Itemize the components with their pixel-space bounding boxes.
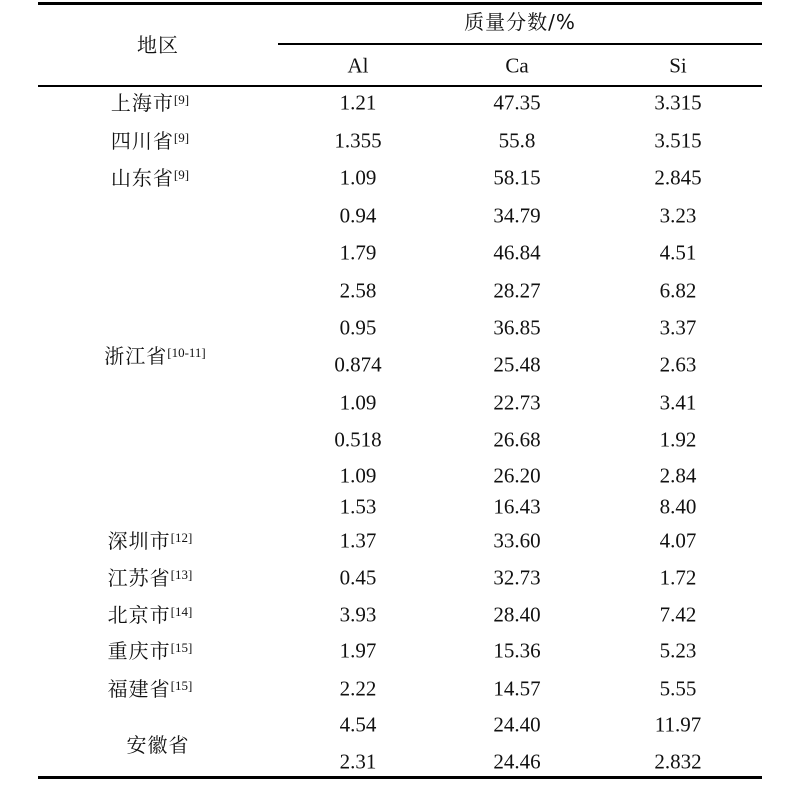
region-label [108,531,193,551]
cell-al-row-9: 1.09 [339,390,377,415]
region-label [127,735,190,755]
cell-al-row-4: 0.94 [339,203,377,228]
cell-al-row-8: 0.874 [334,352,382,377]
cell-si-row-4: 3.23 [659,203,697,228]
region-label [108,679,193,699]
cell-ca-row-14: 32.73 [493,565,541,590]
cell-si-row-11: 2.84 [659,463,697,488]
region-label [104,346,206,366]
reference-superscript: [14] [170,604,193,619]
cell-ca-row-3: 58.15 [493,165,541,190]
region-label [111,131,189,151]
region-label [111,168,189,188]
region-name: 重庆市 [107,639,171,663]
cell-si-row-8: 2.63 [659,352,697,377]
region-name: 四川省 [110,129,174,153]
reference-superscript: [9] [173,167,190,182]
region-name: 安徽省 [126,733,190,757]
cell-ca-row-11: 26.20 [493,463,541,488]
region-name: 山东省 [110,166,174,190]
cell-si-row-2: 3.515 [654,128,702,153]
cell-ca-row-13: 33.60 [493,528,541,553]
cell-si-row-10: 1.92 [659,427,697,452]
reference-superscript: [9] [173,130,190,145]
region-name: 福建省 [107,677,171,701]
cell-si-row-14: 1.72 [659,565,697,590]
cell-ca-row-15: 28.40 [493,602,541,627]
header-ca: Ca [505,53,529,78]
cell-ca-row-4: 34.79 [493,203,541,228]
reference-superscript: [13] [170,567,193,582]
reference-superscript: [15] [170,640,193,655]
cell-si-row-15: 7.42 [659,602,697,627]
cell-ca-row-5: 46.84 [493,240,541,265]
cell-al-row-11: 1.09 [339,463,377,488]
table-top-rule [38,2,762,5]
cell-si-row-13: 4.07 [659,528,697,553]
header-bottom-rule [38,85,762,87]
cell-si-row-1: 3.315 [654,90,702,115]
reference-superscript: [15] [170,678,193,693]
header-mass-fraction: 质量分数/% [464,10,576,34]
cell-si-row-16: 5.23 [659,638,697,663]
cell-al-row-10: 0.518 [334,427,382,452]
cell-ca-row-12: 16.43 [493,494,541,519]
region-name: 浙江省 [104,344,168,368]
region-label [108,605,193,625]
cell-ca-row-10: 26.68 [493,427,541,452]
cell-si-row-12: 8.40 [659,494,697,519]
reference-superscript: [12] [170,530,193,545]
cell-ca-row-17: 14.57 [493,676,541,701]
cell-al-row-12: 1.53 [339,494,377,519]
cell-si-row-6: 6.82 [659,278,697,303]
cell-ca-row-19: 24.46 [493,749,541,774]
cell-al-row-1: 1.21 [339,90,377,115]
cell-al-row-2: 1.355 [334,128,382,153]
cell-ca-row-8: 25.48 [493,352,541,377]
cell-ca-row-9: 22.73 [493,390,541,415]
cell-ca-row-18: 24.40 [493,712,541,737]
cell-si-row-17: 5.55 [659,676,697,701]
cell-si-row-19: 2.832 [654,749,702,774]
region-name: 北京市 [107,603,171,627]
header-region: 地区 [137,33,179,57]
cell-al-row-19: 2.31 [339,749,377,774]
cell-ca-row-1: 47.35 [493,90,541,115]
reference-superscript: [10-11] [167,345,206,360]
cell-al-row-18: 4.54 [339,712,377,737]
cell-al-row-17: 2.22 [339,676,377,701]
cell-al-row-5: 1.79 [339,240,377,265]
cell-ca-row-16: 15.36 [493,638,541,663]
cell-al-row-7: 0.95 [339,315,377,340]
cell-al-row-13: 1.37 [339,528,377,553]
reference-superscript: [9] [173,92,190,107]
region-name: 上海市 [110,91,174,115]
table-bottom-rule [38,776,762,779]
cell-si-row-9: 3.41 [659,390,697,415]
region-name: 江苏省 [107,566,171,590]
cell-al-row-14: 0.45 [339,565,377,590]
cell-ca-row-6: 28.27 [493,278,541,303]
cell-si-row-7: 3.37 [659,315,697,340]
cell-si-row-5: 4.51 [659,240,697,265]
region-label [108,568,193,588]
header-si: Si [669,53,687,78]
region-label [111,93,189,113]
cell-al-row-6: 2.58 [339,278,377,303]
header-al: Al [347,53,369,78]
region-name: 深圳市 [107,529,171,553]
header-span-rule [278,43,762,45]
cell-ca-row-2: 55.8 [498,128,536,153]
cell-ca-row-7: 36.85 [493,315,541,340]
cell-al-row-16: 1.97 [339,638,377,663]
region-label [108,641,193,661]
cell-al-row-3: 1.09 [339,165,377,190]
cell-si-row-3: 2.845 [654,165,702,190]
cell-si-row-18: 11.97 [654,712,702,737]
cell-al-row-15: 3.93 [339,602,377,627]
